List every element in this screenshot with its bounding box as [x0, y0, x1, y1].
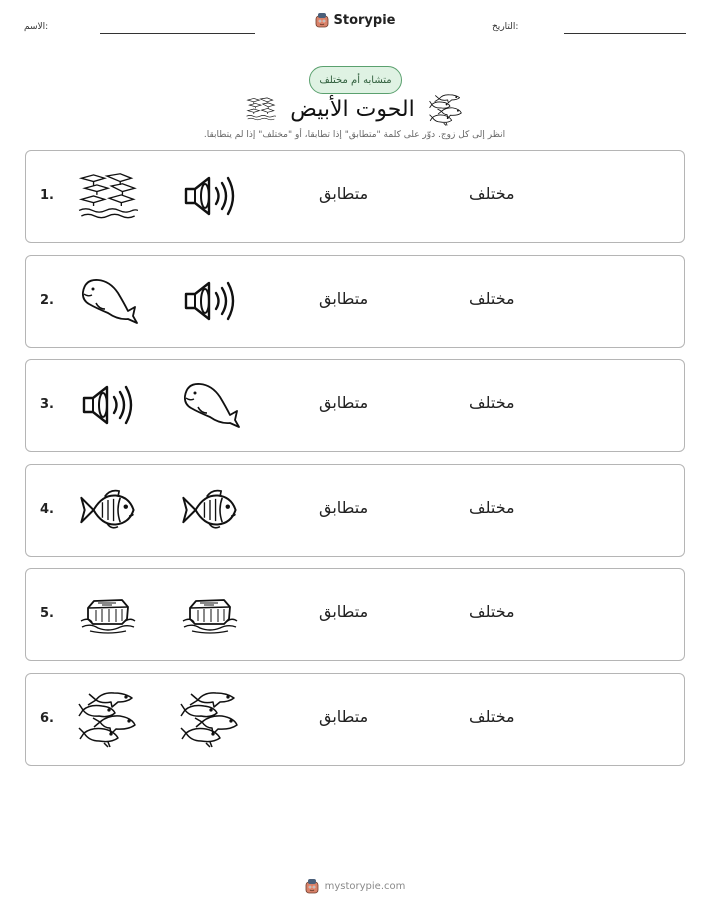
row-number: 2. — [40, 292, 54, 308]
beluga-pod-icon — [78, 688, 138, 748]
date-label: التاريخ: — [492, 22, 519, 32]
option-different[interactable]: مختلف — [469, 497, 515, 517]
option-different[interactable]: مختلف — [469, 393, 515, 412]
name-label: الاسم: — [24, 22, 49, 32]
pair-row-1 — [25, 150, 685, 243]
option-different[interactable]: مختلف — [469, 602, 515, 621]
name-field-line[interactable] — [100, 33, 255, 34]
brand-header — [0, 12, 709, 28]
beluga-pod-icon — [180, 688, 240, 748]
ice-icon — [78, 171, 138, 221]
speaker-icon — [180, 276, 240, 326]
option-same[interactable]: متطابق — [319, 288, 369, 308]
beluga-pod-icon — [429, 92, 463, 126]
instructions: انظر إلى كل زوج. دوّر على كلمة "متطابق" إذا تطابقا، أو "مختلف" إذا لم يتطابقا. — [203, 130, 506, 140]
worksheet-type-badge: متشابه أم مختلف — [309, 66, 402, 94]
beluga-icon — [180, 380, 240, 430]
option-different[interactable]: مختلف — [469, 184, 515, 203]
row-number: 3. — [40, 397, 54, 412]
option-same[interactable]: متطابق — [319, 184, 369, 203]
beluga-icon — [78, 276, 138, 326]
pair-row-6 — [25, 673, 685, 766]
row-number: 4. — [40, 501, 54, 517]
row-number: 6. — [40, 710, 54, 726]
page-title: الحوت الأبيض — [290, 96, 415, 122]
pair-row-4 — [25, 464, 685, 557]
brand-name: Storypie — [333, 12, 396, 28]
speaker-icon — [180, 171, 240, 221]
option-same[interactable]: متطابق — [319, 706, 369, 726]
option-same[interactable]: متطابق — [319, 602, 369, 621]
pair-row-5 — [25, 568, 685, 661]
title-row — [0, 92, 709, 126]
ice-floe-icon — [180, 589, 240, 639]
pair-list — [25, 150, 685, 777]
storypie-logo-icon — [304, 878, 320, 894]
row-number: 5. — [40, 606, 54, 621]
option-same[interactable]: متطابق — [319, 497, 369, 517]
option-same[interactable]: متطابق — [319, 393, 369, 412]
speaker-icon — [78, 380, 138, 430]
date-field-line[interactable] — [564, 33, 686, 34]
footer — [0, 878, 709, 894]
footer-url[interactable]: mystorypie.com — [324, 880, 406, 892]
ice-icon — [246, 94, 276, 124]
ice-floe-icon — [78, 589, 138, 639]
row-number: 1. — [40, 188, 54, 203]
fish-icon — [78, 485, 138, 535]
option-different[interactable]: مختلف — [469, 288, 515, 308]
fish-icon — [180, 485, 240, 535]
option-different[interactable]: مختلف — [469, 706, 515, 726]
storypie-logo-icon — [314, 12, 330, 28]
pair-row-3 — [25, 359, 685, 452]
pair-row-2 — [25, 255, 685, 348]
